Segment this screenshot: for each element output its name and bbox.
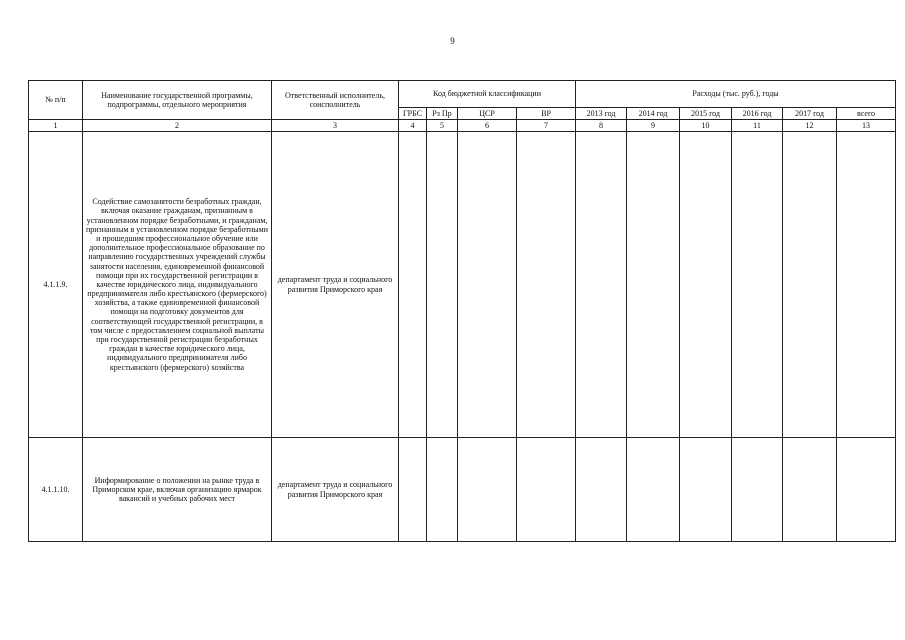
cell-grbs (399, 438, 427, 542)
cell-total (837, 132, 896, 438)
program-name: Информирование о положении на рынке труда в Приморском крае, включая организацию ярмарок вакансий и учебных рабочих мест (83, 438, 272, 542)
table-row (29, 132, 896, 438)
subheader-total: всего (837, 108, 896, 120)
row-number: 4.1.1.9. (29, 132, 83, 438)
subheader-vr: ВР (517, 108, 576, 120)
cell-rzpr (427, 132, 458, 438)
cell-vr (517, 438, 576, 542)
cell-total (837, 438, 896, 542)
subheader-csr: ЦСР (458, 108, 517, 120)
row-number: 4.1.1.10. (29, 438, 83, 542)
executor: департамент труда и социального развития Приморского края (272, 132, 399, 438)
cell-2013 (576, 132, 627, 438)
column-number: 3 (272, 120, 399, 132)
cell-2016 (732, 438, 783, 542)
column-number: 7 (517, 120, 576, 132)
header-executor: Ответственный исполнитель, соисполнитель (272, 81, 399, 120)
page-number: 9 (450, 36, 455, 46)
cell-vr (517, 132, 576, 438)
cell-2014 (627, 132, 680, 438)
cell-csr (458, 438, 517, 542)
column-number: 2 (83, 120, 272, 132)
cell-csr (458, 132, 517, 438)
column-number: 9 (627, 120, 680, 132)
subheader-year-2013: 2013 год (576, 108, 627, 120)
cell-grbs (399, 132, 427, 438)
subheader-rzpr: Рз Пр (427, 108, 458, 120)
column-number: 13 (837, 120, 896, 132)
cell-2013 (576, 438, 627, 542)
subheader-year-2016: 2016 год (732, 108, 783, 120)
cell-rzpr (427, 438, 458, 542)
cell-2015 (680, 438, 732, 542)
subheader-year-2017: 2017 год (783, 108, 837, 120)
column-number: 11 (732, 120, 783, 132)
column-number-row (29, 120, 896, 132)
table-row (29, 438, 896, 542)
column-number: 10 (680, 120, 732, 132)
header-row-number: № п/п (29, 81, 83, 120)
column-number: 5 (427, 120, 458, 132)
subheader-year-2014: 2014 год (627, 108, 680, 120)
header-budget-code: Код бюджетной классификации (399, 81, 576, 108)
column-number: 12 (783, 120, 837, 132)
cell-2017 (783, 132, 837, 438)
cell-2016 (732, 132, 783, 438)
cell-2017 (783, 438, 837, 542)
program-name: Содействие самозанятости безработных граждан, включая оказание гражданам, признанным в установленном порядке безработными, и гражданам, признанным в установленном порядке безработными и прошедшим профессиональное обучение или дополнительное профессиональное образование по направлению государственных учреждений службы занятости населения, единовременной финансовой помощи при их государственной регистрации в качестве юридического лица, индивидуального предпринимателя либо крестьянского (фермерского) хозяйства, а также единовременной финансовой помощи на подготовку документов для соответствующей государственной регистрации, в том числе с предоставлением социальной выплаты при государственной регистрации безработных граждан в качестве юридического лица, индивидуального предпринимателя либо крестьянского (фермерского) хозяйства (83, 132, 272, 438)
subheader-grbs: ГРБС (399, 108, 427, 120)
cell-2014 (627, 438, 680, 542)
header-program-name: Наименование государственной программы, подпрограммы, отдельного мероприятия (83, 81, 272, 120)
column-number: 8 (576, 120, 627, 132)
column-number: 4 (399, 120, 427, 132)
header-row (29, 81, 896, 108)
column-number: 1 (29, 120, 83, 132)
column-number: 6 (458, 120, 517, 132)
executor: департамент труда и социального развития Приморского края (272, 438, 399, 542)
budget-table (28, 80, 896, 542)
subheader-year-2015: 2015 год (680, 108, 732, 120)
cell-2015 (680, 132, 732, 438)
header-expenses: Расходы (тыс. руб.), годы (576, 81, 896, 108)
